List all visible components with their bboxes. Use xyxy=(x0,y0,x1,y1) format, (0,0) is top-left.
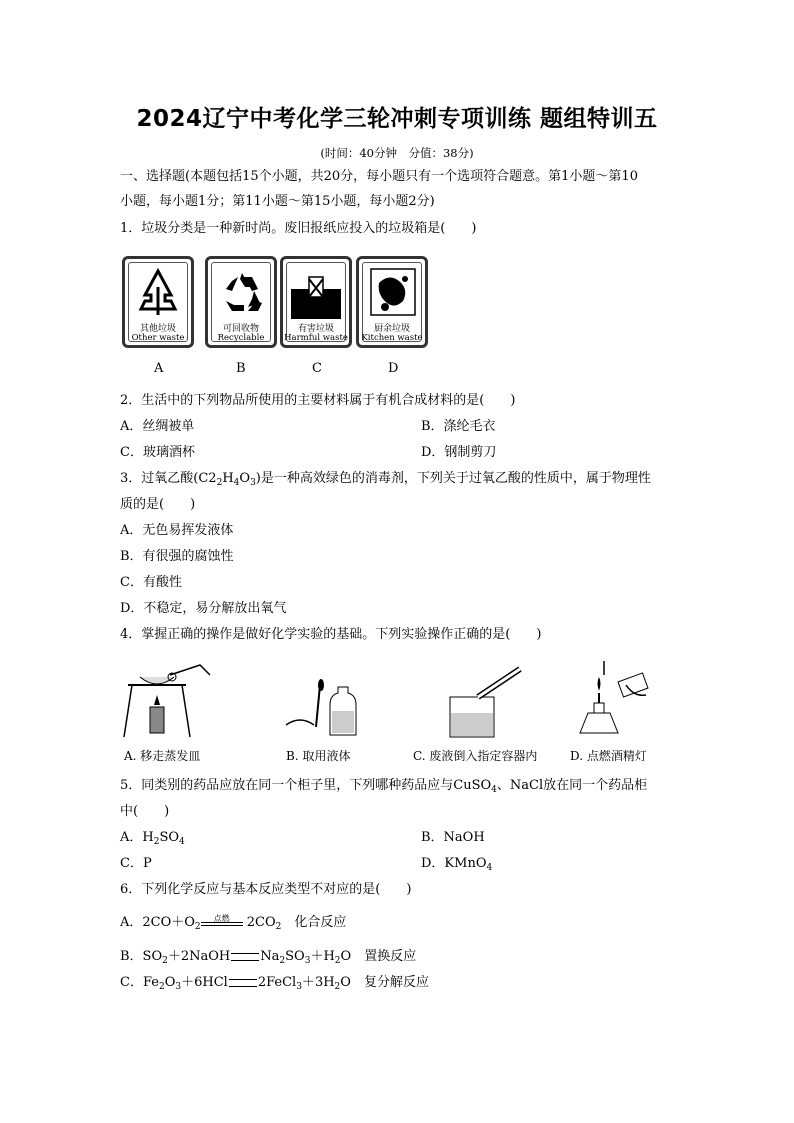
question-2-option-c: C．玻璃酒杯 xyxy=(120,445,195,460)
bin-option-label: A xyxy=(154,361,164,376)
kitchen-waste-icon xyxy=(369,267,417,319)
question-6-option-b: B．$SO_2+2NaOH$ $Na_2SO_3+H_2O$ 置换反应 xyxy=(120,949,417,966)
reaction-condition: 点燃 xyxy=(213,913,230,923)
bin-cn-label: 厨余垃圾 xyxy=(373,324,410,334)
bin-en-label: Recyclable xyxy=(217,333,265,343)
question-3-option-b: B．有很强的腐蚀性 xyxy=(120,549,234,564)
other-waste-icon xyxy=(137,267,179,319)
bin-recyclable xyxy=(205,256,277,348)
section-instructions-line1: 一、选择题(本题包括15个小题，共20分，每小题只有一个选项符合题意。第1小题～第10 xyxy=(120,169,638,184)
question-1-stem: 1．垃圾分类是一种新时尚。废旧报纸应投入的垃圾箱是( ) xyxy=(120,221,477,236)
question-5-option-c: C．P xyxy=(120,856,152,871)
section-instructions-line2: 小题，每小题1分；第11小题～第15小题，每小题2分) xyxy=(120,194,435,209)
bin-cn-label: 其他垃圾 xyxy=(139,324,176,334)
bin-en-label: Kitchen waste xyxy=(361,333,423,343)
question-5-option-d: D．KMnO$_4$ xyxy=(421,856,493,873)
question-3-stem-cont: 质的是( ) xyxy=(120,497,196,512)
bin-en-label: Harmful waste xyxy=(284,333,348,343)
figure-caption: A. 移走蒸发皿 xyxy=(124,749,201,763)
question-3-stem: 3．过氧乙酸$(C2_2H_4O_3)$是一种高效绿色的消毒剂，下列关于过氧乙酸的性质中，属于物理性 xyxy=(120,471,651,488)
question-3-option-a: A．无色易挥发液体 xyxy=(120,523,234,538)
question-2-option-a: A．丝绸被单 xyxy=(120,419,195,434)
evaporating-dish-figure xyxy=(120,655,215,740)
question-2-option-b: B．涤纶毛衣 xyxy=(421,419,496,434)
liquid-dropper-figure xyxy=(280,655,360,740)
recycle-icon xyxy=(218,267,266,319)
question-6-option-a: A．$2CO+O_2$ 点燃 $2CO_2$ 化合反应 xyxy=(120,914,346,936)
waste-liquid-beaker-figure xyxy=(440,655,530,740)
bin-option-label: D xyxy=(388,361,399,376)
bin-cn-label: 有害垃圾 xyxy=(297,324,334,334)
bin-harmful-waste xyxy=(280,256,352,348)
figure-caption: D. 点燃酒精灯 xyxy=(570,749,647,763)
time-score-info: (时间：40分钟 分值：38分) xyxy=(320,146,474,160)
figure-caption: C. 废液倒入指定容器内 xyxy=(413,749,538,763)
bin-kitchen-waste xyxy=(356,256,428,348)
question-5-option-a: A．$H_2SO_4$ xyxy=(120,830,185,847)
question-5-option-b: B．NaOH xyxy=(421,830,485,845)
question-6-option-c: C．$Fe_2O_3+6HCl$ $2FeCl_3+3H_2O$ 复分解反应 xyxy=(120,975,429,992)
alcohol-lamp-figure xyxy=(570,655,660,740)
bin-other-waste xyxy=(122,256,194,348)
bin-option-label: C xyxy=(312,361,322,376)
question-5-stem: 5．同类别的药品应放在同一个柜子里，下列哪种药品应与CuSO$_4$、NaCl放在同一个药品柜 xyxy=(120,778,648,795)
question-2-option-d: D．钢制剪刀 xyxy=(421,445,497,460)
question-2-stem: 2．生活中的下列物品所使用的主要材料属于有机合成材料的是( ) xyxy=(120,393,516,408)
bin-en-label: Other waste xyxy=(131,333,185,343)
page-title: 2024辽宁中考化学三轮冲刺专项训练 题组特训五 xyxy=(136,106,658,132)
harmful-waste-icon xyxy=(291,267,341,319)
question-6-stem: 6．下列化学反应与基本反应类型不对应的是( ) xyxy=(120,882,412,897)
question-3-option-c: C．有酸性 xyxy=(120,575,182,590)
question-4-stem: 4．掌握正确的操作是做好化学实验的基础。下列实验操作正确的是( ) xyxy=(120,627,542,642)
question-3-option-d: D．不稳定，易分解放出氧气 xyxy=(120,601,287,616)
bin-cn-label: 可回收物 xyxy=(222,324,259,334)
question-5-stem-cont: 中( ) xyxy=(120,804,170,819)
figure-caption: B. 取用液体 xyxy=(286,749,351,763)
bin-option-label: B xyxy=(236,361,246,376)
